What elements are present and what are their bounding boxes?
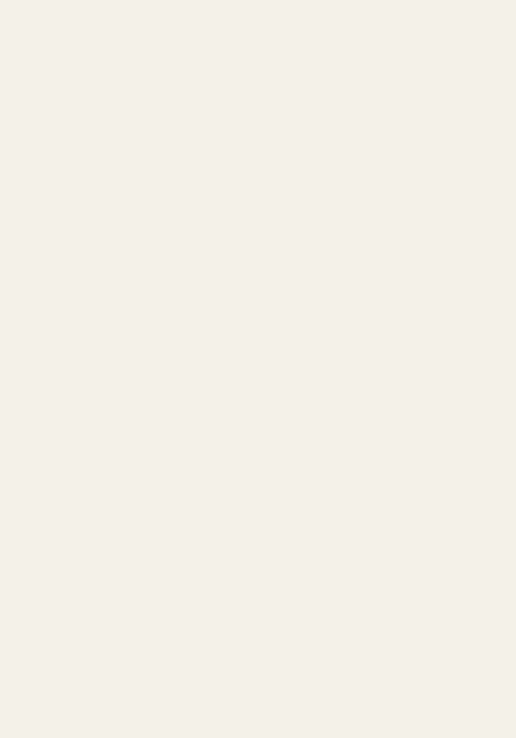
lower-text-block (14, 366, 502, 692)
lower-columns (14, 366, 502, 692)
upper-columns (14, 52, 502, 352)
upper-text-block (14, 52, 502, 352)
